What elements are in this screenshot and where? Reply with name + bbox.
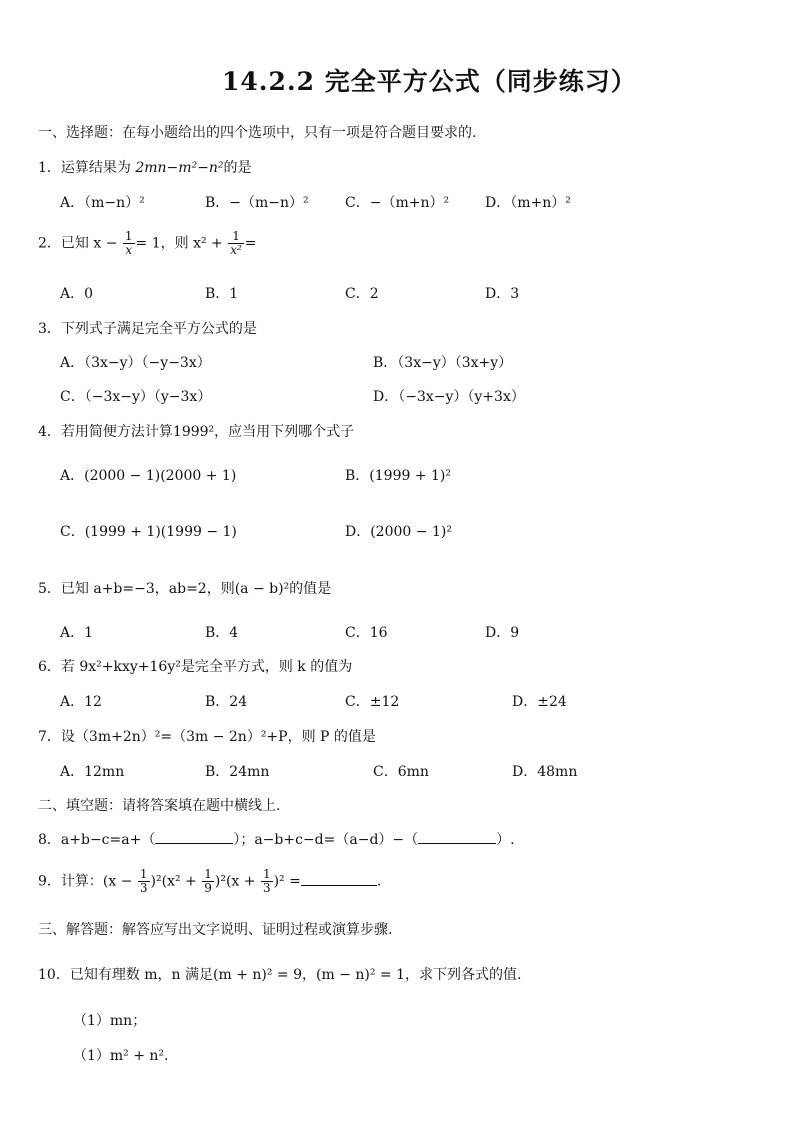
question-2-option-c[interactable]: C．2 [345, 286, 379, 302]
question-3-option-d[interactable]: D．（−3x−y）（y+3x） [373, 389, 525, 405]
question-3-option-a[interactable]: A．（3x−y）（−y−3x） [60, 355, 211, 371]
page-title: 14.2.2 完全平方公式（同步练习） [222, 67, 637, 96]
question-8-stem: 8．a+b−c=a+（ ）；a−b+c−d=（a−d）−（ ）. [38, 829, 515, 849]
section-fill-header: 二、填空题：请将答案填在题中横线上. [38, 798, 281, 814]
question-7-option-a[interactable]: A．12mn [60, 764, 125, 780]
question-5-option-d[interactable]: D．9 [485, 625, 520, 641]
question-1-option-a[interactable]: A．（m−n）² [60, 195, 145, 211]
question-1-option-b[interactable]: B．−（m−n）² [205, 195, 309, 211]
question-1-stem: 1．运算结果为 2mn−m²−n²的是 [38, 160, 252, 176]
question-6-option-a[interactable]: A．12 [60, 694, 102, 710]
question-9-stem: 9．计算：(x − $\frac{1}{3}$ )²(x² + $\frac{1}{9}$ )²(x + $\frac{1}{3}$ )² = . [38, 867, 382, 895]
question-6-option-c[interactable]: C．±12 [345, 694, 400, 710]
question-5-option-a[interactable]: A．1 [60, 625, 94, 641]
question-6-option-d[interactable]: D．±24 [512, 694, 567, 710]
question-7-stem: 7．设（3m+2n）²=（3m − 2n）²+P，则 P 的值是 [38, 729, 376, 745]
question-3-option-b[interactable]: B．（3x−y）（3x+y） [373, 355, 513, 371]
question-1-option-d[interactable]: D．（m+n）² [485, 195, 571, 211]
answer-blank-2[interactable] [418, 829, 496, 844]
question-6-option-b[interactable]: B．24 [205, 694, 248, 710]
question-2-option-b[interactable]: B．1 [205, 286, 239, 302]
question-10-part-1: （1）mn； [73, 1013, 147, 1029]
question-6-stem: 6．若 9x²+kxy+16y²是完全平方式，则 k 的值为 [38, 659, 353, 675]
question-3-option-c[interactable]: C．（−3x−y）（y−3x） [60, 389, 212, 405]
question-4-option-b[interactable]: B．(1999 + 1)² [345, 468, 451, 484]
question-2-option-a[interactable]: A．0 [60, 286, 94, 302]
fraction-1-over-x: $\frac{1}{x}$ [124, 229, 133, 257]
section-solution-header: 三、解答题：解答应写出文字说明、证明过程或演算步骤. [38, 922, 393, 938]
question-5-stem: 5．已知 a+b=−3，ab=2，则(a − b)²的值是 [38, 581, 332, 597]
question-4-option-c[interactable]: C．(1999 + 1)(1999 − 1) [60, 524, 237, 540]
question-2-stem: 2．已知 x − $\frac{1}{x}$ = 1，则 x² + $\frac{1}{\text{x²}}$ = [38, 229, 257, 257]
question-4-stem: 4．若用简便方法计算1999²，应当用下列哪个式子 [38, 424, 355, 440]
question-7-option-c[interactable]: C．6mn [373, 764, 429, 780]
question-2-option-d[interactable]: D．3 [485, 286, 520, 302]
fraction-1-over-x2: $\frac{1}{\text{x²}}$ [230, 229, 242, 257]
question-7-option-b[interactable]: B．24mn [205, 764, 270, 780]
answer-blank-1[interactable] [155, 829, 233, 844]
question-5-option-b[interactable]: B．4 [205, 625, 239, 641]
question-1-option-c[interactable]: C．−（m+n）² [345, 195, 450, 211]
question-4-option-a[interactable]: A．(2000 − 1)(2000 + 1) [60, 468, 237, 484]
question-3-stem: 3．下列式子满足完全平方公式的是 [38, 321, 257, 337]
question-7-option-d[interactable]: D．48mn [512, 764, 578, 780]
answer-blank-3[interactable] [301, 871, 377, 886]
question-5-option-c[interactable]: C．16 [345, 625, 388, 641]
section-choice-header: 一、选择题：在每小题给出的四个选项中，只有一项是符合题目要求的. [38, 125, 477, 141]
question-10-part-2: （1）m² + n². [73, 1048, 169, 1064]
question-4-option-d[interactable]: D．(2000 − 1)² [345, 524, 452, 540]
question-10-stem: 10．已知有理数 m，n 满足(m + n)² = 9，(m − n)² = 1，求下列各式的值. [38, 967, 522, 983]
